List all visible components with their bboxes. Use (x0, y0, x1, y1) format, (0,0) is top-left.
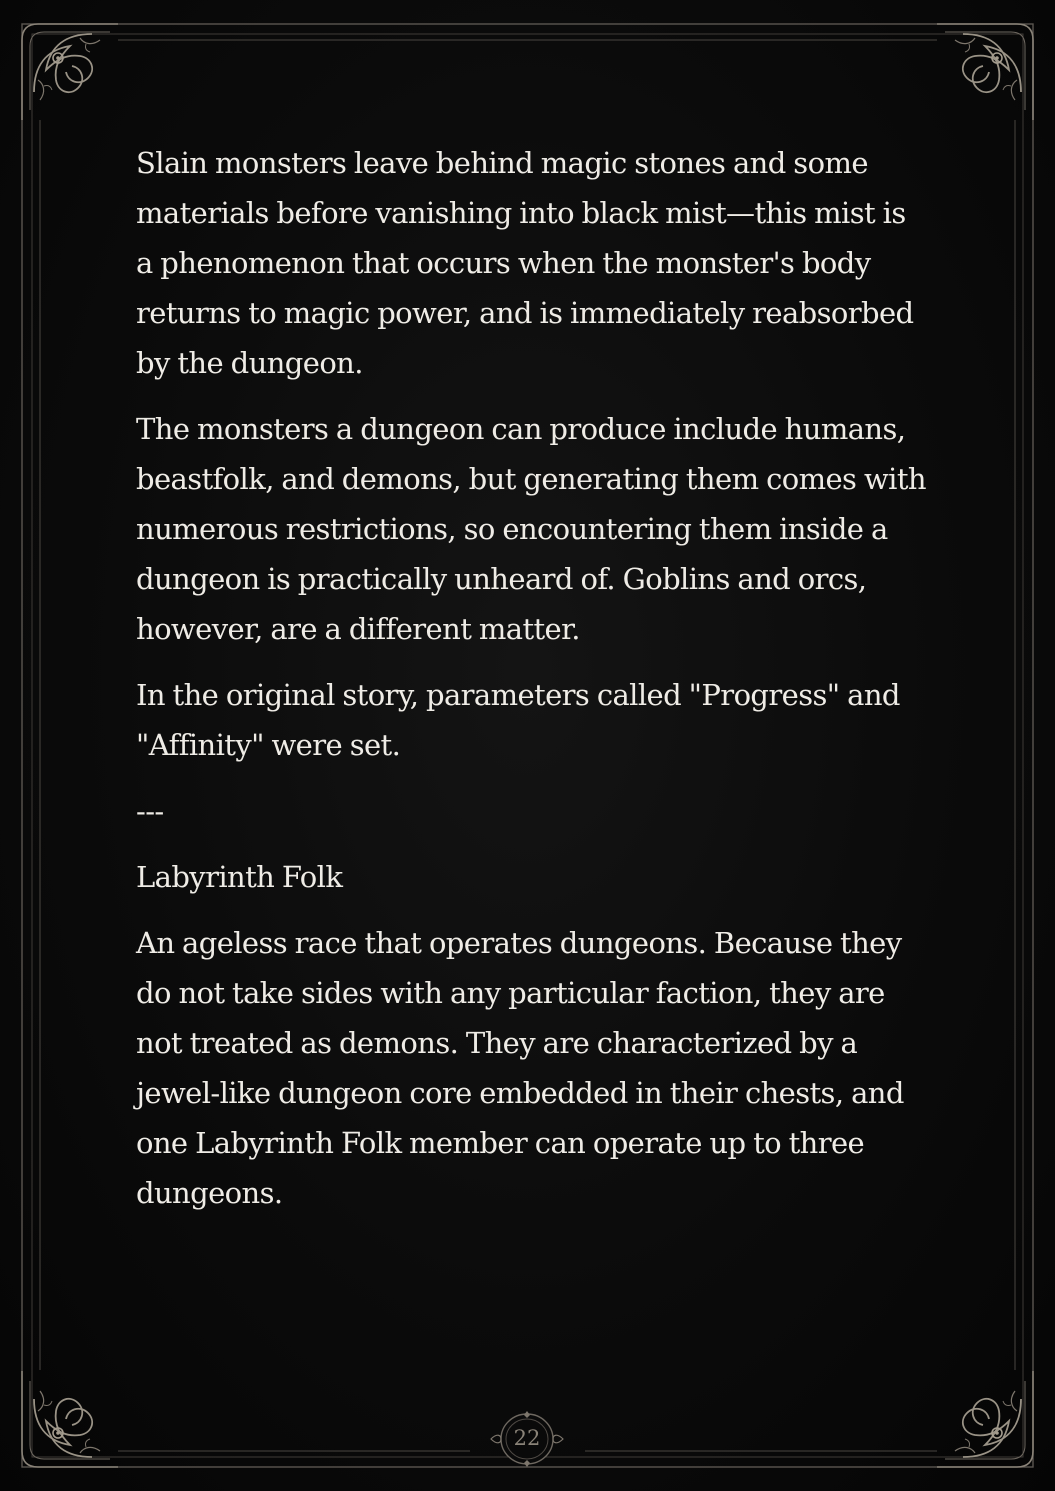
page-number: 22 (513, 1426, 541, 1450)
paragraph: The monsters a dungeon can produce include humans, beastfolk, and demons, but generating them comes with numerous restrictions, so encountering them inside a dungeon is practically unheard of. Goblins and orcs, however, are a different matter. (136, 412, 926, 646)
paragraph: In the original story, parameters called "Progress" and "Affinity" were set. (136, 678, 900, 762)
ornate-corner-icon-top-left (22, 24, 118, 120)
ornate-corner-icon-top-right (937, 24, 1033, 120)
section-heading: Labyrinth Folk (136, 860, 343, 894)
ornate-corner-icon-bottom-left (22, 1371, 118, 1467)
paragraph: Slain monsters leave behind magic stones and some materials before vanishing into black mist—this mist is a phenomenon that occurs when the monster's body returns to magic power, and is immediately reabsorbed by the dungeon. (136, 146, 914, 380)
section-divider: --- (136, 794, 164, 828)
body-text (136, 138, 926, 1234)
ornate-corner-icon-bottom-right (937, 1371, 1033, 1467)
paragraph: An ageless race that operates dungeons. Because they do not take sides with any particular faction, they are not treated as demons. They are characterized by a jewel-like dungeon core embedded in their chests, and one Labyrinth Folk member can operate up to three dungeons. (136, 926, 904, 1210)
